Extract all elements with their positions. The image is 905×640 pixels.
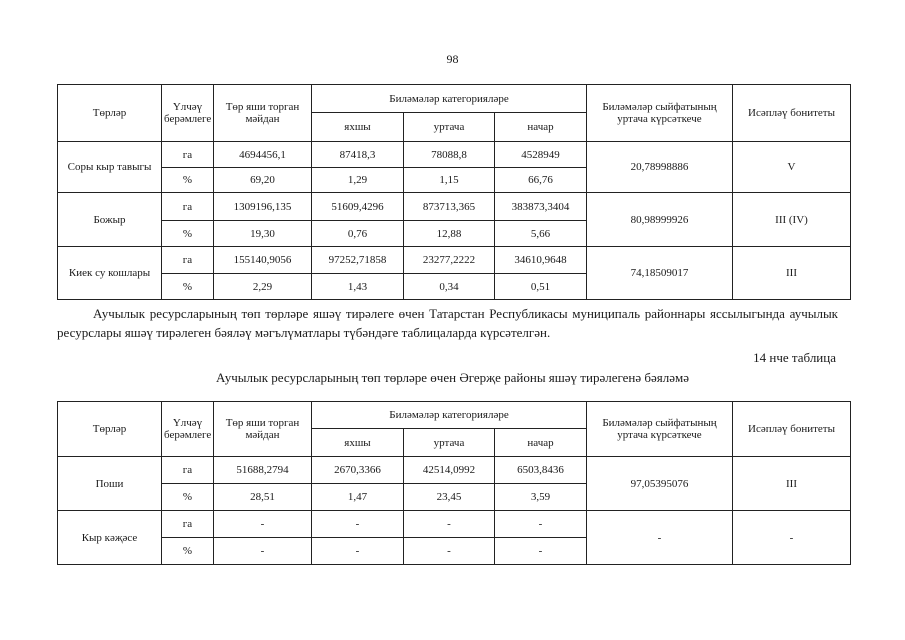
bad-cell: - [495,511,587,538]
bad-cell: - [495,538,587,565]
unit-cell: % [162,484,214,511]
area-cell: 2,29 [214,274,312,300]
area-cell: 4694456,1 [214,142,312,168]
area-cell: 19,30 [214,221,312,247]
unit-cell: га [162,457,214,484]
body-paragraph: Аучылык ресурсларының төп төрләре яшәү тирәлеге өчен Татарстан Республикасы муниципаль районнары яссылыгында аучылык ресурслары яшәү тирәлеген бәяләү мәгълүматлары түбәндәге таблицаларда күрсәтелгән. [57,306,838,340]
good-cell: - [312,538,404,565]
header-bonitet: Исәпләү бонитеты [733,402,851,457]
unit-cell: % [162,168,214,193]
medium-cell: 23277,2222 [404,247,495,274]
area-cell: - [214,538,312,565]
habitat-table-republic [57,84,851,300]
bonitet-cell: III [733,247,851,300]
header-medium: уртача [404,429,495,457]
species-name: Соры кыр тавыгы [58,142,162,193]
header-good: яхшы [312,429,404,457]
unit-cell: % [162,538,214,565]
avg-quality-cell: 20,78998886 [587,142,733,193]
header-kind: Төрләр [58,85,162,142]
medium-cell: 1,15 [404,168,495,193]
species-name: Божыр [58,193,162,247]
header-medium: уртача [404,113,495,142]
header-avg-quality: Биләмәләр сыйфатының уртача күрсәткече [587,402,733,457]
good-cell: 2670,3366 [312,457,404,484]
header-quality-group: Биләмәләр категорияләре [312,85,587,113]
medium-cell: 42514,0992 [404,457,495,484]
bad-cell: 4528949 [495,142,587,168]
area-cell: 28,51 [214,484,312,511]
bonitet-cell: - [733,511,851,565]
species-name: Поши [58,457,162,511]
medium-cell: 0,34 [404,274,495,300]
area-cell: 51688,2794 [214,457,312,484]
unit-cell: % [162,274,214,300]
medium-cell: 78088,8 [404,142,495,168]
avg-quality-cell: - [587,511,733,565]
header-quality-group: Биләмәләр категорияләре [312,402,587,429]
header-unit: Үлчәү берәмлеге [162,402,214,457]
header-good: яхшы [312,113,404,142]
medium-cell: - [404,511,495,538]
bad-cell: 383873,3404 [495,193,587,221]
bad-cell: 3,59 [495,484,587,511]
header-bad: начар [495,429,587,457]
good-cell: 1,29 [312,168,404,193]
good-cell: 87418,3 [312,142,404,168]
header-unit: Үлчәү берәмлеге [162,85,214,142]
bad-cell: 5,66 [495,221,587,247]
header-avg-quality: Биләмәләр сыйфатының уртача күрсәткече [587,85,733,142]
header-kind: Төрләр [58,402,162,457]
medium-cell: 12,88 [404,221,495,247]
table-number: 14 нче таблица [753,350,836,365]
avg-quality-cell: 80,98999926 [587,193,733,247]
header-area: Төр яши торган мәйдан [214,85,312,142]
bad-cell: 34610,9648 [495,247,587,274]
area-cell: 69,20 [214,168,312,193]
good-cell: 97252,71858 [312,247,404,274]
bonitet-cell: III [733,457,851,511]
avg-quality-cell: 74,18509017 [587,247,733,300]
good-cell: 51609,4296 [312,193,404,221]
bad-cell: 0,51 [495,274,587,300]
bad-cell: 66,76 [495,168,587,193]
species-name: Кыр кәҗәсе [58,511,162,565]
medium-cell: - [404,538,495,565]
good-cell: 0,76 [312,221,404,247]
table-title: Аучылык ресурсларының төп төрләре өчен Әгерҗе районы яшәү тирәлегенә бәяләмә [215,370,690,385]
good-cell: - [312,511,404,538]
header-bonitet: Исәпләү бонитеты [733,85,851,142]
area-cell: - [214,511,312,538]
bonitet-cell: V [733,142,851,193]
area-cell: 155140,9056 [214,247,312,274]
header-area: Төр яши торган мәйдан [214,402,312,457]
unit-cell: га [162,193,214,221]
good-cell: 1,47 [312,484,404,511]
habitat-table-agryz [57,401,851,565]
page-number: 98 [446,52,459,66]
bad-cell: 6503,8436 [495,457,587,484]
bonitet-cell: III (IV) [733,193,851,247]
species-name: Киек су кошлары [58,247,162,300]
unit-cell: га [162,142,214,168]
avg-quality-cell: 97,05395076 [587,457,733,511]
unit-cell: % [162,221,214,247]
unit-cell: га [162,511,214,538]
area-cell: 1309196,135 [214,193,312,221]
header-bad: начар [495,113,587,142]
good-cell: 1,43 [312,274,404,300]
medium-cell: 23,45 [404,484,495,511]
medium-cell: 873713,365 [404,193,495,221]
unit-cell: га [162,247,214,274]
